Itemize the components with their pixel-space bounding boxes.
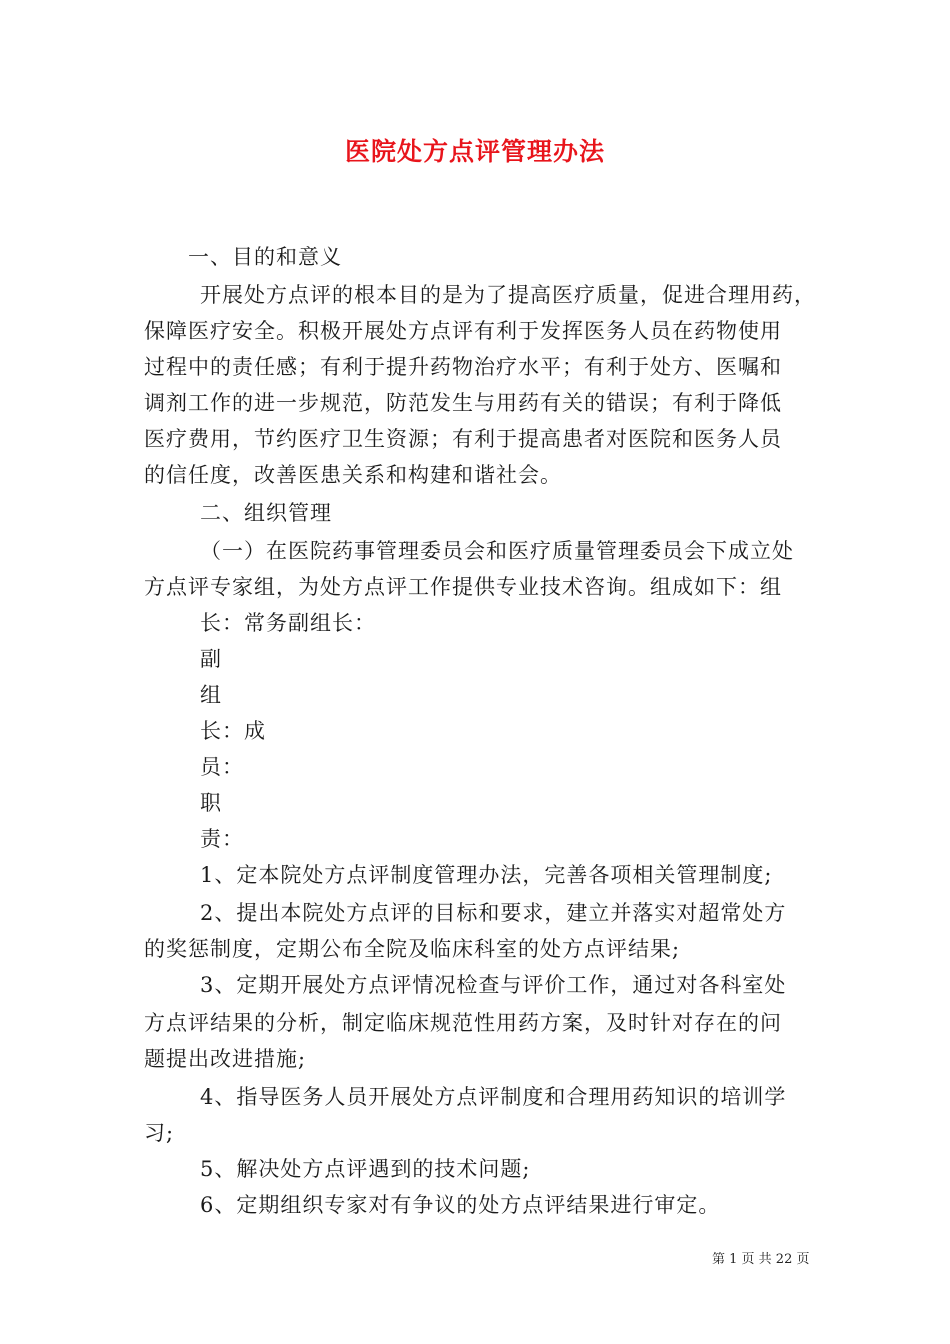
list-item: 习; (144, 1121, 175, 1145)
list-item: 5、解决处方点评遇到的技术问题; (200, 1157, 531, 1181)
paragraph-line: 组 (200, 683, 222, 707)
paragraph-line: 员： (200, 755, 244, 779)
paragraph-line: 保障医疗安全。积极开展处方点评有利于发挥医务人员在药物使用 (144, 319, 782, 343)
section-heading-2: 二、组织管理 (200, 501, 332, 525)
paragraph-line: 方点评专家组，为处方点评工作提供专业技术咨询。组成如下：组 (144, 575, 782, 599)
page-footer: 第 1 页 共 22 页 (712, 1252, 810, 1267)
paragraph-line: 职 (200, 791, 222, 815)
paragraph-line: 责： (200, 827, 244, 851)
section-heading-1: 一、目的和意义 (188, 245, 342, 269)
paragraph-line: 副 (200, 647, 222, 671)
list-item: 2、提出本院处方点评的目标和要求，建立并落实对超常处方 (200, 901, 787, 925)
list-item: 6、定期组织专家对有争议的处方点评结果进行审定。 (200, 1193, 721, 1217)
paragraph-line: 过程中的责任感；有利于提升药物治疗水平；有利于处方、医嘱和 (144, 355, 782, 379)
list-item: 1、定本院处方点评制度管理办法，完善各项相关管理制度; (200, 863, 773, 887)
paragraph-line: （一）在医院药事管理委员会和医疗质量管理委员会下成立处 (200, 539, 794, 563)
list-item: 的奖惩制度，定期公布全院及临床科室的处方点评结果; (144, 937, 681, 961)
list-item: 方点评结果的分析，制定临床规范性用药方案，及时针对存在的问 (144, 1011, 782, 1035)
paragraph-line: 长：成 (200, 719, 266, 743)
paragraph-line: 医疗费用，节约医疗卫生资源；有利于提高患者对医院和医务人员 (144, 427, 782, 451)
document-title: 医院处方点评管理办法 (344, 137, 605, 166)
paragraph-line: 长：常务副组长： (200, 611, 376, 635)
paragraph-line: 开展处方点评的根本目的是为了提高医疗质量，促进合理用药， (200, 283, 816, 307)
paragraph-line: 的信任度，改善医患关系和构建和谐社会。 (144, 463, 562, 487)
paragraph-line: 调剂工作的进一步规范，防范发生与用药有关的错误；有利于降低 (144, 391, 782, 415)
list-item: 3、定期开展处方点评情况检查与评价工作，通过对各科室处 (200, 973, 787, 997)
list-item: 题提出改进措施; (144, 1047, 307, 1071)
list-item: 4、指导医务人员开展处方点评制度和合理用药知识的培训学 (200, 1085, 787, 1109)
